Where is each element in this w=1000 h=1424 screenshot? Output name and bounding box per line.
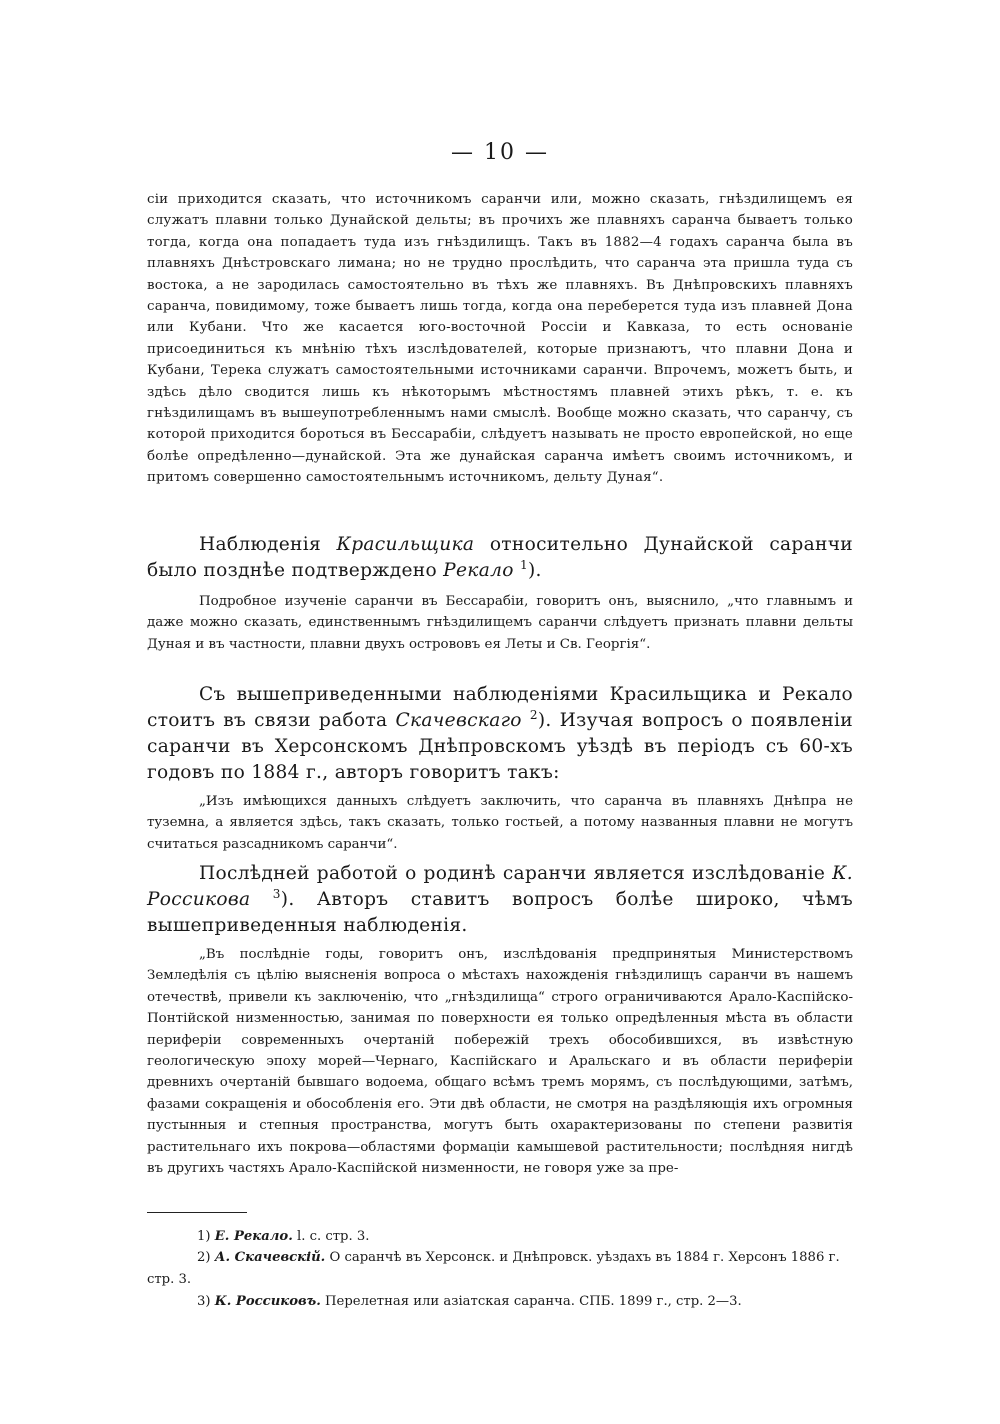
footnote-text: Перелетная или азіатская саранча. СПБ. 1899 г., стр. 2—3. — [320, 1294, 742, 1309]
page-number: — 10 — — [451, 140, 549, 165]
paragraph-rossikov — [147, 861, 853, 939]
footnote-text: О саранчѣ въ Херсонск. и Днѣпровск. уѣздахъ въ 1884 г. Херсонъ 1886 г. стр. 3. — [147, 1250, 840, 1287]
text-span: Съ вышеприведенными наблюденіями Красильщика и Рекало стоитъ въ связи работа — [147, 684, 853, 731]
footnote-ref: 3 — [272, 886, 281, 901]
footnote-text: l. c. стр. 3. — [292, 1229, 370, 1244]
footnote-ref: 1 — [519, 557, 528, 572]
footnote-1 — [147, 1226, 853, 1248]
text-span: ). Авторъ ставитъ вопросъ болѣе широко, чѣмъ вышеприведенныя наблюденія. — [147, 889, 853, 936]
text-span: Послѣдней работой о родинѣ саранчи является изслѣдованіе — [199, 863, 833, 884]
text-span: относительно Дунайской саранчи было позднѣе подтверждено — [147, 534, 853, 581]
paragraph-rekalo — [147, 532, 853, 584]
author-name: Красильщика — [336, 534, 475, 555]
quote-continuation: сіи приходится сказать, что источникомъ саранчи или, можно сказать, гнѣздилищемъ ея служатъ плавни только Дунайской дельты; въ прочихъ же плавняхъ саранча бываетъ только тогда, когда она попадаетъ туда изъ гнѣздилищъ. Такъ въ 1882—4 годахъ саранча была въ плавняхъ Днѣстровскаго лимана; но не трудно прослѣдить, что саранча эта пришла туда съ востока, а не зародилась самостоятельно въ тѣхъ же плавняхъ. Въ Днѣпровскихъ плавняхъ саранча, повидимому, тоже бываетъ лишь тогда, когда она переберется туда изъ плавней Дона или Кубани. Что же касается юго-восточной Россіи и Кавказа, то есть основаніе присоединиться къ мнѣнію тѣхъ изслѣдователей, которые признаютъ, что плавни Дона и Кубани, Терека служатъ самостоятельными источниками саранчи. Впрочемъ, можетъ быть, и здѣсь дѣло сводится лишь къ нѣкоторымъ мѣстностямъ плавней этихъ рѣкъ, т. е. къ гнѣздилищамъ въ вышеупотребленнымъ нами смыслѣ. Вообще можно сказать, что саранчу, съ которой приходится бороться въ Бессарабіи, слѣдуетъ называть не просто европейской, но еще болѣе опредѣленно—дунайской. Эта же дунайская саранча имѣетъ своимъ источникомъ, и притомъ совершенно самостоятельнымъ источникомъ, дельту Дуная“. — [147, 192, 853, 486]
footnote-3 — [147, 1291, 853, 1313]
quote-skachevsky: „Изъ имѣющихся данныхъ слѣдуетъ заключить, что саранча въ плавняхъ Днѣпра не туземна, а является здѣсь, такъ сказать, только гостьей, а потому названныя плавни не могутъ считаться разсадникомъ саранчи“. — [147, 794, 853, 852]
footnote-divider — [147, 1212, 247, 1213]
paragraph-skachevsky — [147, 682, 853, 786]
text-span: ). Изучая вопросъ о появленіи саранчи въ Херсонскомъ Днѣпровскомъ уѣздѣ въ періодъ съ 60-хъ годовъ по 1884 г., авторъ говоритъ такъ: — [147, 710, 853, 783]
author-name: Рекало — [443, 560, 514, 581]
footnote-mark: 1) — [197, 1229, 211, 1244]
footnote-author: Е. Рекало. — [214, 1229, 293, 1244]
quote-rossikov: „Въ послѣдніе годы, говоритъ онъ, изслѣдованія предпринятыя Министерствомъ Земледѣлія съ цѣлію выясненія вопроса о мѣстахъ нахожденія гнѣздилищъ саранчи въ нашемъ отечествѣ, привели къ заключенію, что „гнѣздилища“ строго ограничиваются Арало-Каспійско-Понтійской низменностью, занимая по поверхности ея только опредѣленныя мѣста въ области периферіи современныхъ очертаній побережій трехъ обособившихся, въ извѣстную геологическую эпоху морей—Чернаго, Каспійскаго и Аральскаго и въ области периферіи древнихъ очертаній бывшаго водоема, общаго всѣмъ тремъ морямъ, съ послѣдующими, затѣмъ, фазами сокращенія и обособленія его. Эти двѣ области, не смотря на раздѣляющія ихъ огромныя пустынныя и степныя пространства, могутъ быть охарактеризованы по степени развитія растительнаго ихъ покрова—областями формаціи камышевой растительности; послѣдняя нигдѣ въ другихъ частяхъ Арало-Каспійской низменности, не говоря уже за пре- — [147, 947, 853, 1177]
footnote-author: А. Скачевскій. — [214, 1250, 326, 1265]
text-span: ). — [527, 560, 542, 581]
footnote-mark: 2) — [197, 1250, 211, 1265]
quote-rekalo: Подробное изученіе саранчи въ Бессарабіи, говоритъ онъ, выяснило, „что главнымъ и даже можно сказать, единственнымъ гнѣздилищемъ саранчи слѣдуетъ признать плавни дельты Дуная и въ частности, плавни двухъ острововъ ея Леты и Св. Георгія“. — [147, 594, 853, 652]
footnote-author: К. Россиковъ. — [214, 1294, 321, 1309]
text-span: Наблюденія — [199, 534, 337, 555]
author-name: Скачевскаго — [395, 710, 522, 731]
footnote-ref: 2 — [529, 707, 538, 722]
footnote-mark: 3) — [197, 1294, 211, 1309]
footnote-2 — [147, 1247, 853, 1291]
author-name: К. Россикова — [147, 863, 853, 910]
